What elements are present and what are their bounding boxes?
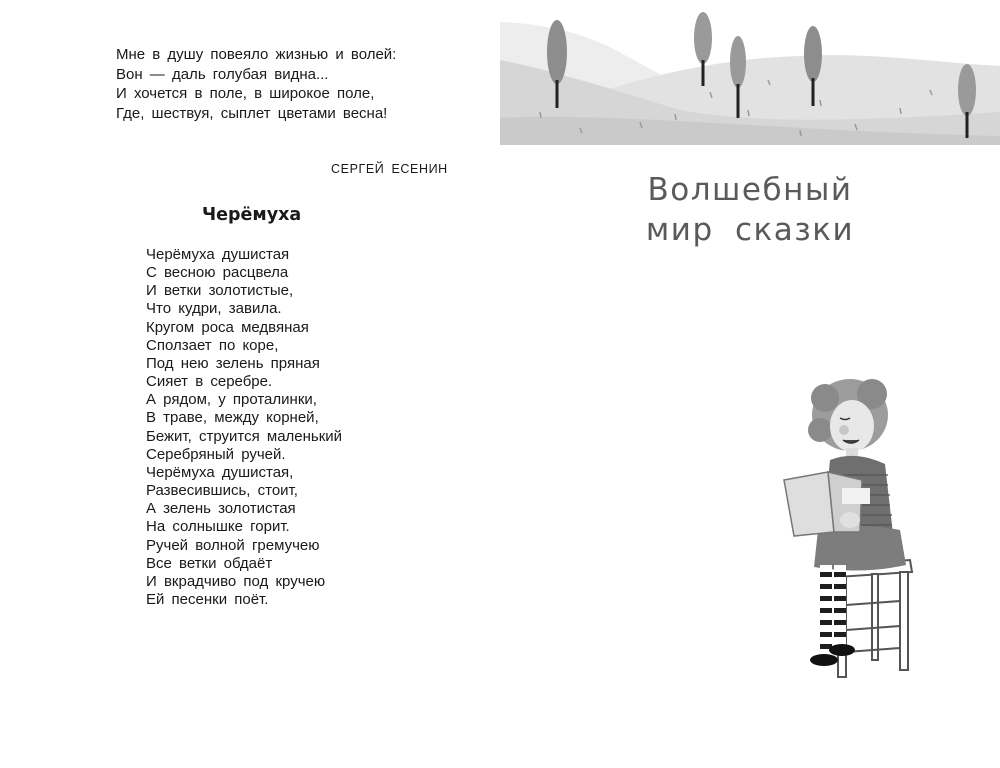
section-title-line: мир сказки [645, 212, 855, 248]
poem-line: На солнышке горит. [146, 518, 290, 536]
poem-line: Ей песенки поёт. [146, 590, 269, 608]
poem-line: В траве, между корней, [146, 409, 319, 427]
poem-line: Бежит, струится маленький [146, 427, 343, 445]
girl-reading-illustration [780, 360, 930, 685]
poem-line: Ручей волной гремучею [146, 536, 320, 554]
section-title-line: Волшебный [647, 172, 853, 208]
poem-line: И ветки золотистые, [146, 282, 294, 300]
poem-line: Черёмуха душистая [146, 246, 290, 263]
poem-line: С весною расцвела [146, 264, 289, 282]
epigraph [116, 45, 396, 123]
poem-line: А рядом, у проталинки, [146, 391, 317, 409]
epigraph-line: Вон — даль голубая видна... [116, 65, 329, 83]
poem-line: Черёмуха душистая, [146, 463, 294, 481]
right-page [500, 0, 1000, 768]
epigraph-author: СЕРГЕЙ ЕСЕНИН [331, 162, 448, 176]
poem-line: Развесившись, стоит, [146, 482, 298, 500]
poem-line: Сползает по коре, [146, 336, 279, 354]
epigraph-line: Где, шествуя, сыплет цветами весна! [116, 104, 388, 122]
epigraph-line: Мне в душу повеяло жизнью и волей: [116, 46, 397, 63]
poem-line: Сияет в серебре. [146, 373, 273, 391]
stool-icon [835, 560, 912, 677]
poem-line: Кругом роса медвяная [146, 318, 309, 336]
poem-line: И вкрадчиво под кручею [146, 572, 326, 590]
poem-line: Серебряный ручей. [146, 445, 286, 463]
poem-line: А зелень золотистая [146, 500, 296, 518]
poem-body [146, 246, 342, 609]
epigraph-line: И хочется в поле, в широкое поле, [116, 85, 375, 102]
poem-title: Черёмуха [202, 205, 302, 225]
poem-line: Все ветки обдаёт [146, 554, 273, 572]
poem-line: Под нею зелень пряная [146, 354, 320, 372]
book-icon [784, 472, 870, 536]
landscape-illustration [500, 0, 1000, 145]
poem-line: Что кудри, завила. [146, 300, 282, 318]
section-title [638, 170, 862, 250]
